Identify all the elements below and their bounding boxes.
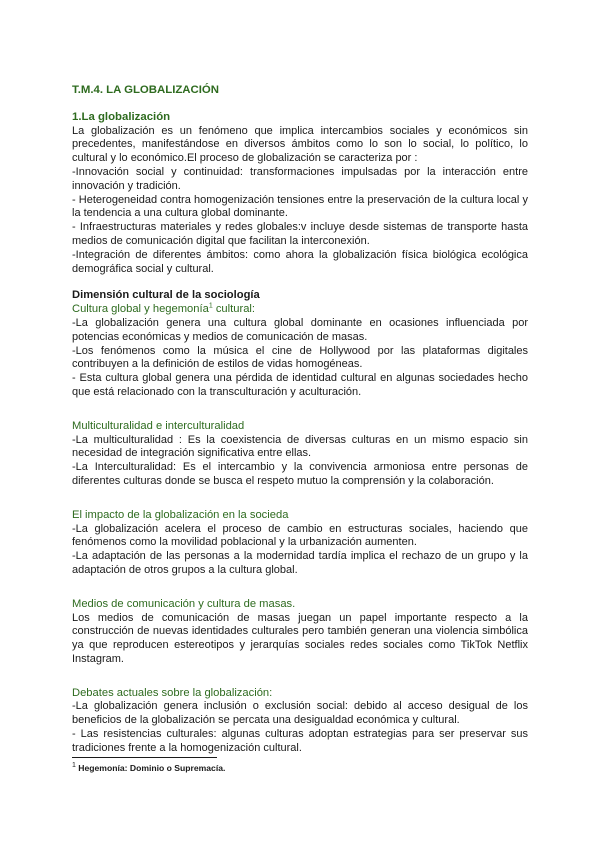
footnote-text: Hegemonía: Dominio o Supremacía. bbox=[78, 763, 226, 773]
section-heading-globalizacion: 1.La globalización bbox=[72, 110, 171, 123]
list-item: -La adaptación de las personas a la modernidad tardía implica el rechazo de un grupo y la adaptación de otros grupos a la cultura global. bbox=[72, 550, 528, 576]
footnote-mark: 1 bbox=[72, 762, 76, 770]
document-body bbox=[72, 84, 528, 756]
list-item: - Infraestructuras materiales y redes globales:v incluye desde sistemas de transporte hasta medios de comunicación digital que facilitan la interconexión. bbox=[72, 221, 528, 247]
subheading-debates: Debates actuales sobre la globalización: bbox=[72, 686, 273, 699]
list-item: -Innovación social y continuidad: transformaciones impulsadas por la interacción entre innovación y tradición. bbox=[72, 165, 528, 192]
list-item: - Esta cultura global genera una pérdida de identidad cultural en algunas sociedades hecho que está relacionado con la transculturación y aculturación. bbox=[72, 372, 528, 398]
list-item: -Los fenómenos como la música el cine de Hollywood por las plataformas digitales contribuyen a la definición de estilos de vidas homogéneas. bbox=[72, 344, 528, 371]
footnote-divider bbox=[72, 757, 217, 758]
paragraph-medios: Los medios de comunicación de masas juegan un papel importante respecto a la construcción de nuevas identidades culturales pero también generan una violencia simbólica ya que reproducen estereotipos y jerarquías sociales redes sociales como TikTok Netflix Instagram. bbox=[72, 611, 528, 665]
subheading-medios: Medios de comunicación y cultura de masas. bbox=[72, 597, 296, 610]
footnote-ref[interactable]: 1 bbox=[208, 302, 213, 310]
list-item: -La globalización acelera el proceso de cambio en estructuras sociales, haciendo que fenómenos como la movilidad poblacional y la urbanización aumenten. bbox=[72, 522, 528, 549]
list-item: -La Interculturalidad: Es el intercambio y la convivencia armoniosa entre personas de diferentes culturas donde se busca el respeto mutuo la comprensión y la colaboración. bbox=[72, 461, 528, 487]
list-item: - Las resistencias culturales: algunas culturas adoptan estrategias para ser preservar sus tradiciones frente a la homogenización cultural. bbox=[72, 728, 528, 754]
subheading-multiculturalidad: Multiculturalidad e interculturalidad bbox=[72, 419, 245, 432]
subheading-impacto: El impacto de la globalización en la socieda bbox=[72, 508, 289, 521]
list-item: -Integración de diferentes ámbitos: como ahora la globalización física biológica ecológica demográfica social y cultural. bbox=[72, 248, 528, 275]
section-heading-dimension-cultural: Dimensión cultural de la sociología bbox=[72, 289, 260, 302]
list-item: -La multiculturalidad : Es la coexistencia de diversas culturas en un mismo espacio sin necesidad de integración significativa entre ellas. bbox=[72, 433, 528, 460]
list-item: -La globalización genera una cultura global dominante en ocasiones influenciada por potencias económicas y medios de comunicación de masas. bbox=[72, 316, 528, 343]
list-item: -La globalización genera inclusión o exclusión social: debido al acceso desigual de los beneficios de la globalización se percata una desigualdad económica y cultural. bbox=[72, 700, 528, 727]
paragraph-intro: La globalización es un fenómeno que implica intercambios sociales y económicos sin precedentes, manifestándose en diversos ámbitos como lo son lo social, lo político, lo cultural y lo económico.El proceso de globalización se caracteriza por : bbox=[72, 124, 528, 165]
list-item: - Heterogeneidad contra homogenización tensiones entre la preservación de la cultura local y la tendencia a una cultura global dominante. bbox=[72, 193, 528, 220]
subheading-cultura-global: Cultura global y hegemonía$^1$ cultural: bbox=[72, 302, 256, 316]
footnote bbox=[72, 763, 225, 774]
page-title: T.M.4. LA GLOBALIZACIÓN bbox=[72, 84, 220, 96]
